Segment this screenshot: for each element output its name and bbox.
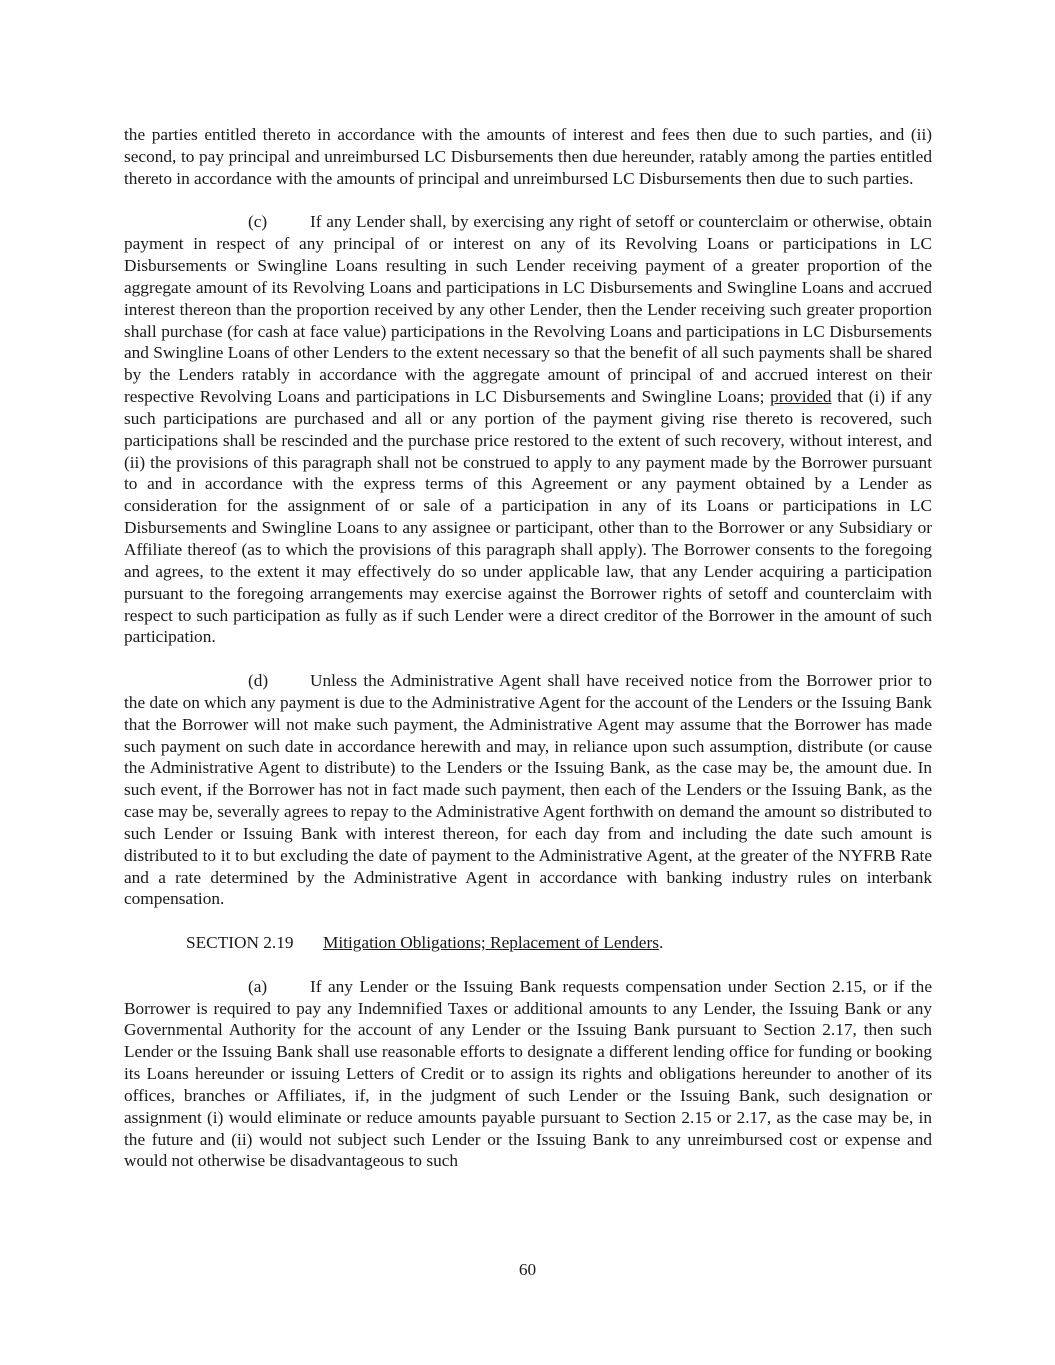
page-number: 60 <box>518 1260 537 1279</box>
document-page <box>124 124 932 1194</box>
paragraph-d-label: (d) <box>248 671 269 690</box>
paragraph-c-text-after: that (i) if any such participations are purchased and all or any portion of the payment giving rise thereto is recovered, such participations shall be rescinded and the purchase price restored to the extent of such recovery, without interest, and (ii) the provisions of this paragraph shall not be construed to apply to any payment made by the Borrower pursuant to and in accordance with the express terms of this Agreement or any payment obtained by a Lender as consideration for the assignment of or sale of a participation in any of its Loans or participations in LC Disbursements and Swingline Loans to any assignee or participant, other than to the Borrower or any Subsidiary or Affiliate thereof (as to which the provisions of this paragraph shall apply). The Borrower consents to the foregoing and agrees, to the extent it may effectively do so under applicable law, that any Lender acquiring a participation pursuant to the foregoing arrangements may exercise against the Borrower rights of setoff and counterclaim with respect to such participation as fully as if such Lender were a direct creditor of the Borrower in the amount of such participation. <box>124 387 932 647</box>
paragraph-c-text-before: If any Lender shall, by exercising any right of setoff or counterclaim or otherwise, obtain payment in respect of any principal of or interest on any of its Revolving Loans or participations in LC Disbursements or Swingline Loans resulting in such Lender receiving payment of a greater proportion of the aggregate amount of its Revolving Loans and participations in LC Disbursements and Swingline Loans and accrued interest thereon than the proportion received by any other Lender, then the Lender receiving such greater proportion shall purchase (for cash at face value) participations in the Revolving Loans and participations in LC Disbursements and Swingline Loans of other Lenders to the extent necessary so that the benefit of all such payments shall be shared by the Lenders ratably in accordance with the aggregate amount of principal of and accrued interest on their respective Revolving Loans and participations in LC Disbursements and Swingline Loans; <box>124 212 932 407</box>
section-title: Mitigation Obligations; Replacement of Lenders <box>323 933 659 953</box>
section-heading <box>124 932 932 954</box>
paragraph-d-text: Unless the Administrative Agent shall have received notice from the Borrower prior to the date on which any payment is due to the Administrative Agent for the account of the Lenders or the Issuing Bank that the Borrower will not make such payment, the Administrative Agent may assume that the Borrower has made such payment on such date in accordance herewith and may, in reliance upon such assumption, distribute (or cause the Administrative Agent to distribute) to the Lenders or the Issuing Bank, as the case may be, the amount due. In such event, if the Borrower has not in fact made such payment, then each of the Lenders or the Issuing Bank, as the case may be, severally agrees to repay to the Administrative Agent forthwith on demand the amount so distributed to such Lender or Issuing Bank with interest thereon, for each day from and including the date such amount is distributed to it to but excluding the date of payment to the Administrative Agent, at the greater of the NYFRB Rate and a rate determined by the Administrative Agent in accordance with banking industry rules on interbank compensation. <box>124 671 932 909</box>
provided-underlined-term: provided <box>770 387 832 407</box>
section-title-period: . <box>658 933 664 953</box>
continuation-paragraph: the parties entitled thereto in accordance with the amounts of interest and fees then due to such parties, and (ii) second, to pay principal and unreimbursed LC Disbursements then due hereunder, ratably among the parties entitled thereto in accordance with the amounts of principal and unreimbursed LC Disbursements then due to such parties. <box>124 125 932 188</box>
paragraph-c-label: (c) <box>248 212 268 232</box>
paragraph-d <box>124 670 932 910</box>
paragraph-c <box>124 211 932 648</box>
section-number: SECTION 2.19 <box>186 933 294 953</box>
paragraph-a-text: If any Lender or the Issuing Bank requests compensation under Section 2.15, or if the Borrower is required to pay any Indemnified Taxes or additional amounts to any Lender, the Issuing Bank or any Governmental Authority for the account of any Lender or the Issuing Bank pursuant to Section 2.17, then such Lender or the Issuing Bank shall use reasonable efforts to designate a different lending office for funding or booking its Loans hereunder or issuing Letters of Credit or to assign its rights and obligations hereunder to another of its offices, branches or Affiliates, if, in the judgment of such Lender or the Issuing Bank, such designation or assignment (i) would eliminate or reduce amounts payable pursuant to Section 2.15 or 2.17, as the case may be, in the future and (ii) would not subject such Lender or the Issuing Bank to any unreimbursed cost or expense and would not otherwise be disadvantageous to such <box>124 976 932 1171</box>
paragraph-a <box>124 976 932 1173</box>
paragraph-a-label: (a) <box>248 976 268 996</box>
